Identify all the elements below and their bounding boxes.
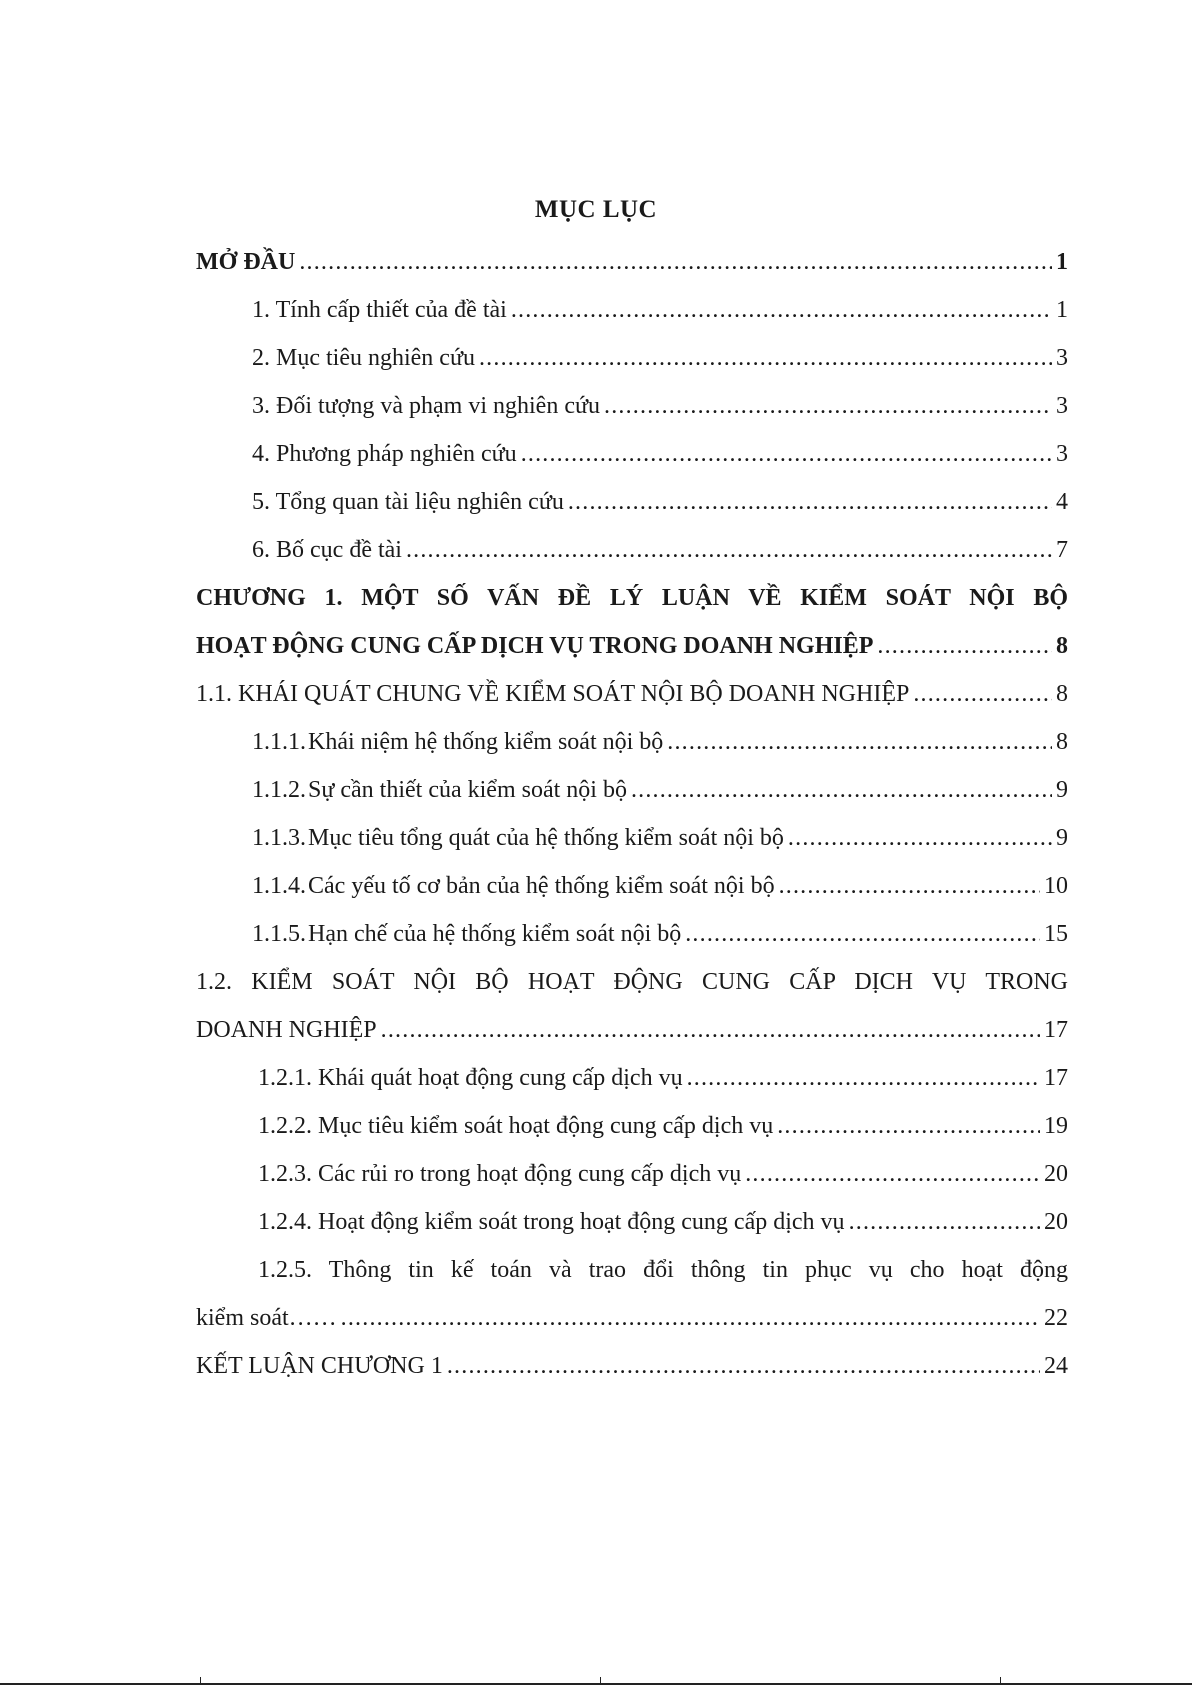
toc-entry[interactable] xyxy=(196,334,1068,382)
toc-entry-label: 1.1.5.Hạn chế của hệ thống kiểm soát nội bộ xyxy=(252,910,681,958)
toc-leader-dots xyxy=(406,526,1052,574)
toc-subsection[interactable] xyxy=(196,910,1068,958)
toc-entry[interactable] xyxy=(196,478,1068,526)
toc-entry-label: 1.1.4.Các yếu tố cơ bản của hệ thống kiểm soát nội bộ xyxy=(252,862,775,910)
toc-leader-dots xyxy=(745,1150,1040,1198)
toc-subsection[interactable] xyxy=(196,1054,1068,1102)
toc-entry-label: 2. Mục tiêu nghiên cứu xyxy=(252,345,475,371)
toc-subsection[interactable] xyxy=(196,862,1068,910)
toc-page-number: 4 xyxy=(1056,489,1068,515)
table-of-contents xyxy=(196,238,1068,1390)
toc-chapter-1[interactable] xyxy=(196,622,1068,670)
toc-entry-label: 1.2.2. Mục tiêu kiểm soát hoạt động cung cấp dịch vụ xyxy=(258,1113,774,1139)
toc-entry[interactable] xyxy=(196,430,1068,478)
toc-entry-number: 1.1.3. xyxy=(252,825,306,851)
toc-leader-dots xyxy=(788,814,1052,862)
toc-section-1-2[interactable] xyxy=(196,1006,1068,1054)
toc-leader-dots xyxy=(685,910,1040,958)
toc-page-number: 20 xyxy=(1044,1209,1068,1235)
toc-entry-number: 1.1.1. xyxy=(252,729,306,755)
toc-section-1-1[interactable] xyxy=(196,670,1068,718)
toc-conclusion-chapter-1[interactable] xyxy=(196,1342,1068,1390)
toc-leader-dots xyxy=(521,430,1052,478)
toc-page-number: 22 xyxy=(1044,1305,1068,1331)
toc-entry-label: MỞ ĐẦU xyxy=(196,249,296,275)
page-title: MỤC LỤC xyxy=(534,196,658,223)
toc-page-number: 9 xyxy=(1056,777,1068,803)
toc-subsection-1-2-5-line-1[interactable]: 1.2.5. Thông tin kế toán và trao đổi thông tin phục vụ cho hoạt động xyxy=(258,1257,1068,1283)
ruler-tick xyxy=(600,1677,601,1685)
toc-entry-label: KẾT LUẬN CHƯƠNG 1 xyxy=(196,1353,443,1379)
toc-entry-label: 3. Đối tượng và phạm vi nghiên cứu xyxy=(252,393,600,419)
toc-chapter-1-line-1[interactable]: CHƯƠNG 1. MỘT SỐ VẤN ĐỀ LÝ LUẬN VỀ KIỂM SOÁT NỘI BỘ xyxy=(196,585,1068,611)
toc-subsection-1-2-5[interactable] xyxy=(196,1294,1068,1342)
toc-subsection[interactable] xyxy=(196,718,1068,766)
toc-leader-dots xyxy=(777,1102,1040,1150)
toc-entry-label: kiểm soát…… xyxy=(196,1305,337,1331)
toc-leader-dots xyxy=(849,1198,1040,1246)
toc-leader-dots xyxy=(299,238,1052,286)
toc-entry-label: 1.2.3. Các rủi ro trong hoạt động cung cấp dịch vụ xyxy=(258,1161,742,1187)
toc-entry-label: 1.2.1. Khái quát hoạt động cung cấp dịch vụ xyxy=(258,1065,683,1091)
toc-entry-label: DOANH NGHIỆP xyxy=(196,1017,377,1043)
toc-subsection[interactable] xyxy=(196,1198,1068,1246)
toc-entry[interactable] xyxy=(196,526,1068,574)
toc-subsection[interactable] xyxy=(196,1150,1068,1198)
toc-page-number: 17 xyxy=(1044,1017,1068,1043)
toc-leader-dots xyxy=(381,1006,1040,1054)
toc-leader-dots xyxy=(479,334,1052,382)
toc-page-number: 17 xyxy=(1044,1065,1068,1091)
toc-page-number: 8 xyxy=(1056,681,1068,707)
toc-entry-label: 1. Tính cấp thiết của đề tài xyxy=(252,297,507,323)
toc-leader-dots xyxy=(779,862,1040,910)
toc-entry-number: 1.1.5. xyxy=(252,921,306,947)
toc-leader-dots xyxy=(631,766,1052,814)
toc-entry-number: 1.1.2. xyxy=(252,777,306,803)
toc-leader-dots xyxy=(604,382,1052,430)
toc-page-number: 19 xyxy=(1044,1113,1068,1139)
toc-page-number: 3 xyxy=(1056,393,1068,419)
toc-page-number: 15 xyxy=(1044,921,1068,947)
toc-entry-label: 1.1.3.Mục tiêu tổng quát của hệ thống kiểm soát nội bộ xyxy=(252,814,784,862)
toc-page-number: 24 xyxy=(1044,1353,1068,1379)
toc-page-number: 3 xyxy=(1056,345,1068,371)
toc-entry-label: 1.1.1.Khái niệm hệ thống kiểm soát nội bộ xyxy=(252,718,663,766)
toc-page-number: 8 xyxy=(1056,729,1068,755)
toc-subsection[interactable] xyxy=(196,766,1068,814)
toc-leader-dots xyxy=(667,718,1052,766)
toc-page-number: 20 xyxy=(1044,1161,1068,1187)
toc-page-number: 3 xyxy=(1056,441,1068,467)
toc-subsection[interactable] xyxy=(196,814,1068,862)
toc-leader-dots xyxy=(447,1342,1040,1390)
toc-section-1-2-line-1[interactable]: 1.2. KIỂM SOÁT NỘI BỘ HOẠT ĐỘNG CUNG CẤP DỊCH VỤ TRONG xyxy=(196,969,1068,995)
toc-entry-number: 1.1.4. xyxy=(252,873,306,899)
toc-entry[interactable] xyxy=(196,286,1068,334)
toc-leader-dots xyxy=(568,478,1052,526)
toc-entry-label: HOẠT ĐỘNG CUNG CẤP DỊCH VỤ TRONG DOANH NGHIỆP xyxy=(196,633,874,659)
toc-page-number: 1 xyxy=(1056,297,1068,323)
toc-entry-label: 5. Tổng quan tài liệu nghiên cứu xyxy=(252,489,564,515)
toc-page-number: 1 xyxy=(1056,249,1068,275)
toc-page-number: 9 xyxy=(1056,825,1068,851)
toc-entry-label: 6. Bố cục đề tài xyxy=(252,537,402,563)
toc-subsection[interactable] xyxy=(196,1102,1068,1150)
toc-page-number: 7 xyxy=(1056,537,1068,563)
toc-leader-dots xyxy=(877,622,1052,670)
toc-entry[interactable] xyxy=(196,382,1068,430)
toc-leader-dots xyxy=(687,1054,1040,1102)
toc-entry-label: 1.1.2.Sự cần thiết của kiểm soát nội bộ xyxy=(252,766,627,814)
toc-page-number: 8 xyxy=(1056,633,1068,659)
toc-entry-mo-dau[interactable] xyxy=(196,238,1068,286)
toc-leader-dots xyxy=(511,286,1052,334)
toc-leader-dots xyxy=(913,670,1052,718)
toc-leader-dots xyxy=(341,1294,1040,1342)
ruler-tick xyxy=(200,1677,201,1685)
toc-entry-label: 1.1. KHÁI QUÁT CHUNG VỀ KIỂM SOÁT NỘI BỘ DOANH NGHIỆP xyxy=(196,681,910,707)
toc-entry-label: 4. Phương pháp nghiên cứu xyxy=(252,441,517,467)
toc-entry-label: 1.2.4. Hoạt động kiểm soát trong hoạt động cung cấp dịch vụ xyxy=(258,1209,845,1235)
toc-page-number: 10 xyxy=(1044,873,1068,899)
ruler-tick xyxy=(1000,1677,1001,1685)
